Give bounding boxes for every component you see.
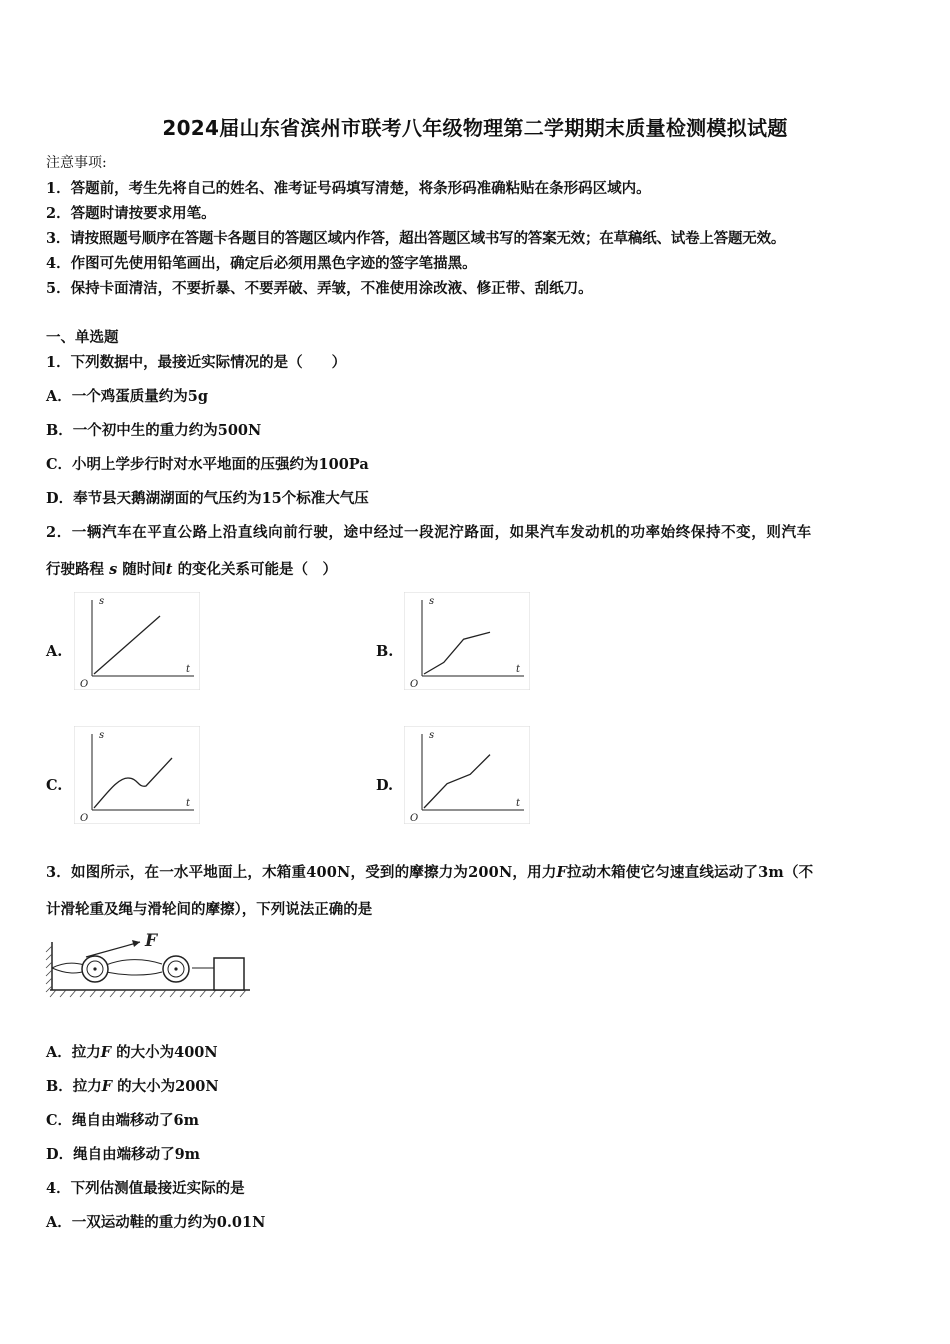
origin-label: O xyxy=(80,679,89,690)
notice-item: 2．答题时请按要求用笔。 xyxy=(46,205,216,222)
var-t: t xyxy=(165,561,173,578)
t-axis-label: t xyxy=(186,798,191,809)
s-axis-label: s xyxy=(429,596,435,607)
s-t-curve xyxy=(94,616,160,674)
origin-label: O xyxy=(410,813,419,824)
t-axis-label: t xyxy=(516,664,521,675)
q4-stem: 4．下列估测值最接近实际的是 xyxy=(46,1180,245,1197)
origin-label: O xyxy=(80,813,89,824)
q3-option-text: A．拉力 xyxy=(46,1044,101,1061)
graph-frame xyxy=(404,592,530,690)
q3-option-text: 的大小为200N xyxy=(117,1078,219,1095)
q2-option-b-label: B. xyxy=(376,643,394,660)
q3-option-text: 的大小为400N xyxy=(116,1044,218,1061)
q2-graph-b xyxy=(404,592,530,690)
q2-stem-text: 随时间 xyxy=(122,561,166,578)
q3-option-a xyxy=(46,1041,218,1062)
q1-option-d: D．奉节县天鹅湖湖面的气压约为15个标准大气压 xyxy=(46,490,369,507)
force-label: F xyxy=(145,931,158,951)
notice-item: 5．保持卡面清洁，不要折暴、不要弄破、弄皱，不准使用涂改液、修正带、刮纸刀。 xyxy=(46,280,593,297)
s-t-curve xyxy=(424,755,490,808)
pulley-figure xyxy=(44,928,254,1000)
q2-stem-line2 xyxy=(46,558,337,579)
rope-left xyxy=(52,963,86,973)
q1-option-b: B．一个初中生的重力约为500N xyxy=(46,422,262,439)
q1-option-c: C．小明上学步行时对水平地面的压强约为100Pa xyxy=(46,456,369,473)
q3-option-d: D．绳自由端移动了9m xyxy=(46,1146,201,1163)
q3-option-b xyxy=(46,1075,219,1096)
q2-graph-d xyxy=(404,726,530,824)
q3-stem-line1 xyxy=(46,861,813,882)
s-axis-label: s xyxy=(99,730,105,741)
s-axis-label: s xyxy=(99,596,105,607)
q4-option-a: A．一双运动鞋的重力约为0.01N xyxy=(46,1214,266,1231)
t-axis-label: t xyxy=(516,798,521,809)
q3-option-c: C．绳自由端移动了6m xyxy=(46,1112,199,1129)
ground-hatch xyxy=(50,990,246,997)
var-s: s xyxy=(109,561,118,578)
notice-item: 4．作图可先使用铅笔画出，确定后必须用黑色字迹的签字笔描黑。 xyxy=(46,255,477,272)
s-t-curve xyxy=(424,632,490,674)
wooden-box xyxy=(214,958,244,990)
q2-stem-text: 的变化关系可能是（ ） xyxy=(177,561,338,578)
var-F: F xyxy=(100,1044,112,1061)
section-heading: 一、单选题 xyxy=(46,329,119,346)
var-F: F xyxy=(556,864,568,881)
q2-option-a-label: A. xyxy=(46,643,63,660)
q2-option-c-label: C. xyxy=(46,777,63,794)
q2-graph-a xyxy=(74,592,200,690)
var-F: F xyxy=(101,1078,113,1095)
notice-item: 1．答题前，考生先将自己的姓名、准考证号码填写清楚，将条形码准确粘贴在条形码区域内。 xyxy=(46,180,651,197)
graph-frame xyxy=(74,726,200,824)
q2-stem-text: 行驶路程 xyxy=(46,561,104,578)
q3-stem-text: 拉动木箱使它匀速直线运动了3m（不 xyxy=(567,864,814,881)
s-axis-label: s xyxy=(429,730,435,741)
rope-middle xyxy=(106,960,162,975)
notice-heading: 注意事项: xyxy=(46,155,107,171)
q2-stem-line1: 2．一辆汽车在平直公路上沿直线向前行驶，途中经过一段泥泞路面，如果汽车发动机的功率始终保持不变，则汽车 xyxy=(46,524,812,541)
page-title: 2024届山东省滨州市联考八年级物理第二学期期末质量检测模拟试题 xyxy=(162,116,788,140)
force-arrowhead xyxy=(132,940,140,947)
q1-option-a: A．一个鸡蛋质量约为5g xyxy=(46,388,208,405)
q2-graph-c xyxy=(74,726,200,824)
t-axis-label: t xyxy=(186,664,191,675)
origin-label: O xyxy=(410,679,419,690)
q3-stem-line2: 计滑轮重及绳与滑轮间的摩擦），下列说法正确的是 xyxy=(46,901,373,918)
notice-item: 3．请按照题号顺序在答题卡各题目的答题区域内作答，超出答题区域书写的答案无效；在草稿纸、试卷上答题无效。 xyxy=(46,230,786,247)
pulley-right xyxy=(163,956,189,982)
q3-option-text: B．拉力 xyxy=(46,1078,102,1095)
q1-stem: 1．下列数据中，最接近实际情况的是（ ） xyxy=(46,354,347,371)
q3-stem-text: 3．如图所示，在一水平地面上，木箱重400N，受到的摩擦力为200N，用力 xyxy=(46,864,557,881)
q2-option-d-label: D. xyxy=(376,777,394,794)
s-t-curve xyxy=(94,758,172,808)
force-arrow xyxy=(86,942,140,957)
pulley-left xyxy=(82,956,108,982)
wall-hatch xyxy=(46,946,52,992)
graph-frame xyxy=(74,592,200,690)
